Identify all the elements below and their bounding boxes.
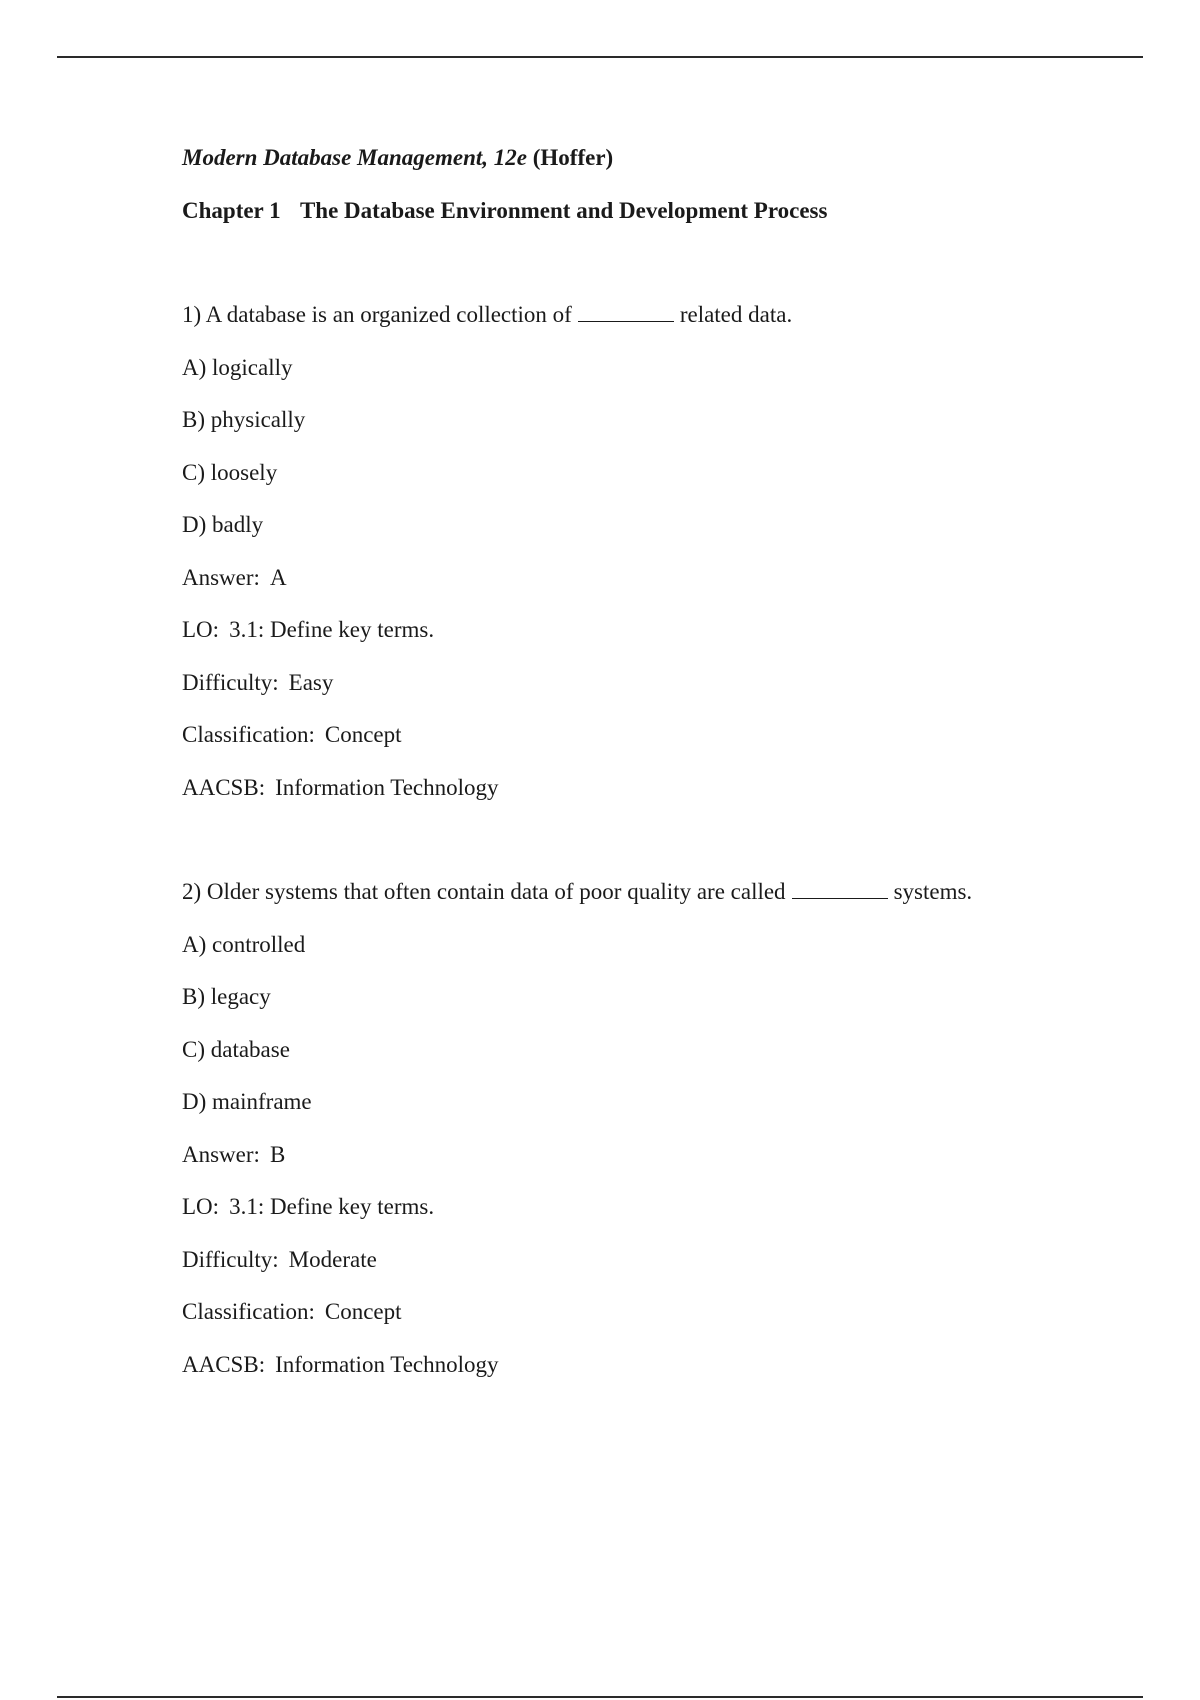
book-author: (Hoffer) <box>532 145 614 170</box>
aacsb-label: AACSB: <box>182 1351 266 1377</box>
stem-text-before: A database is an organized collection of <box>205 302 572 327</box>
option-d: D) mainframe <box>182 1089 312 1114</box>
aacsb-line <box>182 774 1082 802</box>
option-c: C) database <box>182 1036 290 1062</box>
lo-label: LO: <box>182 617 220 642</box>
bottom-rule <box>57 1696 1143 1698</box>
option-a: A) controlled <box>182 931 306 957</box>
answer-label: Answer: <box>182 564 260 590</box>
answer-label: Answer: <box>182 1141 260 1167</box>
classification-line <box>182 721 1082 749</box>
difficulty-value: Easy <box>288 669 334 695</box>
option-a: A) logically <box>182 354 293 380</box>
chapter-number: Chapter 1 <box>182 197 281 223</box>
question-number: 1) <box>182 302 202 327</box>
aacsb-value: Information Technology <box>275 774 499 800</box>
option-b: B) legacy <box>182 984 271 1009</box>
top-rule <box>57 56 1143 58</box>
question-2 <box>182 878 1082 1379</box>
stem-text-after: systems. <box>893 879 973 904</box>
stem-text-after: related data. <box>679 302 793 327</box>
book-title: Modern Database Management, 12e <box>182 145 527 170</box>
classification-label: Classification: <box>182 722 315 747</box>
difficulty-label: Difficulty: <box>182 669 279 695</box>
difficulty-line <box>182 1246 1082 1274</box>
chapter-heading <box>182 197 1082 225</box>
question-number: 2) <box>182 879 202 904</box>
lo-line <box>182 616 1082 644</box>
aacsb-line <box>182 1351 1082 1379</box>
aacsb-value: Information Technology <box>275 1351 499 1377</box>
answer-value: A <box>269 564 287 590</box>
difficulty-value: Moderate <box>288 1246 377 1272</box>
classification-label: Classification: <box>182 1299 315 1324</box>
question-stem <box>182 878 1082 906</box>
classification-line <box>182 1298 1082 1326</box>
difficulty-line <box>182 669 1082 697</box>
question-1 <box>182 301 1082 802</box>
book-title-line <box>182 144 1082 172</box>
option-d: D) badly <box>182 512 264 537</box>
difficulty-label: Difficulty: <box>182 1246 279 1272</box>
option-c: C) loosely <box>182 459 278 485</box>
lo-label: LO: <box>182 1194 220 1219</box>
lo-value: 3.1: Define key terms. <box>229 617 435 642</box>
answer-value: B <box>269 1141 286 1167</box>
aacsb-label: AACSB: <box>182 774 266 800</box>
fill-in-blank <box>792 878 888 899</box>
answer-line <box>182 1141 1082 1169</box>
question-stem <box>182 301 1082 329</box>
classification-value: Concept <box>324 1299 402 1324</box>
lo-line <box>182 1193 1082 1221</box>
fill-in-blank <box>578 301 674 322</box>
chapter-title: The Database Environment and Development Process <box>299 197 828 223</box>
classification-value: Concept <box>324 722 402 747</box>
document-body <box>182 144 1082 1403</box>
lo-value: 3.1: Define key terms. <box>229 1194 435 1219</box>
option-b: B) physically <box>182 407 306 432</box>
stem-text-before: Older systems that often contain data of poor quality are called <box>206 879 786 904</box>
answer-line <box>182 564 1082 592</box>
